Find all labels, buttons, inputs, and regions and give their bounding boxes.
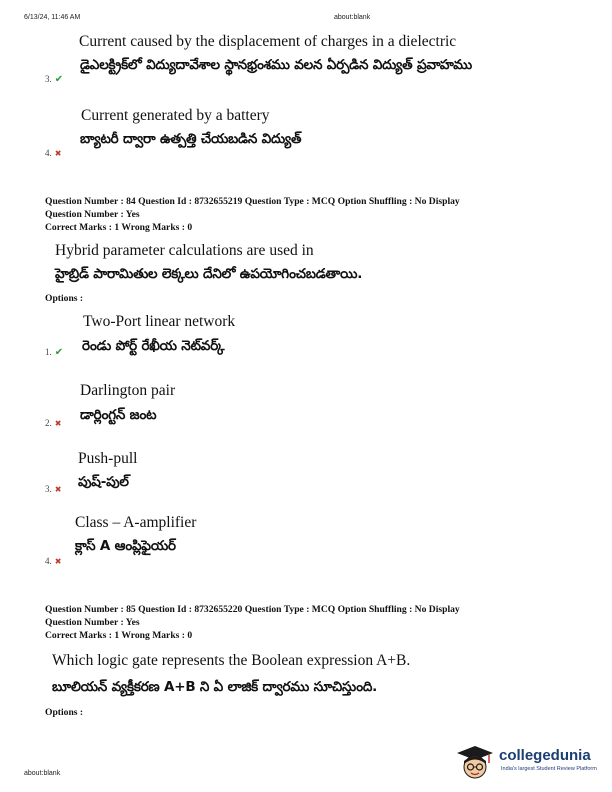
q84-option-3-te: పుష్-పుల్	[78, 474, 129, 490]
q83-option-4-number: 4. ✖	[45, 148, 62, 158]
q84-meta-line-2: Question Number : Yes	[45, 209, 140, 220]
print-datetime: 6/13/24, 11:46 AM	[24, 14, 81, 21]
q85-meta-line-3: Correct Marks : 1 Wrong Marks : 0	[45, 630, 193, 641]
brand-name: collegedunia	[499, 747, 591, 764]
print-footer-url: about:blank	[24, 770, 61, 777]
q85-meta-line-1: Question Number : 85 Question Id : 8732655220 Question Type : MCQ Option Shuffling : No Display	[45, 604, 460, 615]
q83-option-4-en: Current generated by a battery	[81, 107, 270, 124]
q83-option-3-number: 3. ✔	[45, 74, 64, 85]
q83-option-4-te: బ్యాటరీ ద్వారా ఉత్పత్తి చేయబడిన విద్యుత్	[80, 131, 302, 147]
correct-check-icon: ✔	[54, 74, 64, 85]
correct-check-icon: ✔	[54, 347, 64, 358]
q83-option-3-en: Current caused by the displacement of charges in a dielectric	[79, 33, 457, 50]
q84-meta-line-3: Correct Marks : 1 Wrong Marks : 0	[45, 222, 193, 233]
q84-option-4-number: 4. ✖	[45, 556, 62, 566]
q84-option-1-number: 1. ✔	[45, 347, 64, 358]
q84-option-3-en: Push-pull	[78, 450, 138, 467]
q84-option-1-te: రెండు పోర్ట్ రేఖీయ నెట్‌వర్క్	[82, 338, 225, 354]
q84-option-2-en: Darlington pair	[80, 382, 176, 399]
wrong-cross-icon: ✖	[54, 557, 62, 566]
q84-option-4-en: Class – A-amplifier	[75, 514, 197, 531]
wrong-cross-icon: ✖	[54, 485, 62, 494]
graduate-mascot-icon	[455, 743, 495, 783]
q84-option-2-te: డార్లింగ్టన్ జంట	[80, 407, 157, 423]
q85-options-label: Options :	[45, 707, 84, 718]
q84-meta-line-1: Question Number : 84 Question Id : 8732655219 Question Type : MCQ Option Shuffling : No Display	[45, 196, 460, 207]
q85-meta	[45, 603, 460, 642]
q84-option-2-number: 2. ✖	[45, 418, 62, 428]
q85-meta-line-2: Question Number : Yes	[45, 617, 140, 628]
q84-option-4-te: క్లాస్ A ఆంప్లిఫైయర్	[75, 538, 176, 554]
q85-question-en: Which logic gate represents the Boolean expression A+B.	[52, 652, 411, 669]
q83-option-3-te: డైఎలక్ట్రిక్‌లో విద్యుదావేశాల స్థానభ్రంశము వలన ఏర్పడిన విద్యుత్ ప్రవాహము	[80, 57, 472, 73]
q84-question-te: హైబ్రిడ్ పారామితుల లెక్కలు దేనిలో ఉపయోగించబడతాయి.	[55, 266, 363, 282]
q84-option-1-en: Two-Port linear network	[83, 313, 236, 330]
wrong-cross-icon: ✖	[54, 419, 62, 428]
brand-tagline: India's largest Student Review Platform	[501, 766, 597, 772]
q84-meta	[45, 195, 460, 234]
q84-options-label: Options :	[45, 293, 84, 304]
q84-question-en: Hybrid parameter calculations are used in	[55, 242, 314, 259]
q84-option-3-number: 3. ✖	[45, 484, 62, 494]
wrong-cross-icon: ✖	[54, 149, 62, 158]
collegedunia-logo	[455, 743, 605, 783]
q85-question-te: బూలియన్ వ్యక్తీకరణ A+B ని ఏ లాజిక్ ద్వారము సూచిస్తుంది.	[52, 679, 378, 695]
print-url: about:blank	[334, 14, 371, 21]
